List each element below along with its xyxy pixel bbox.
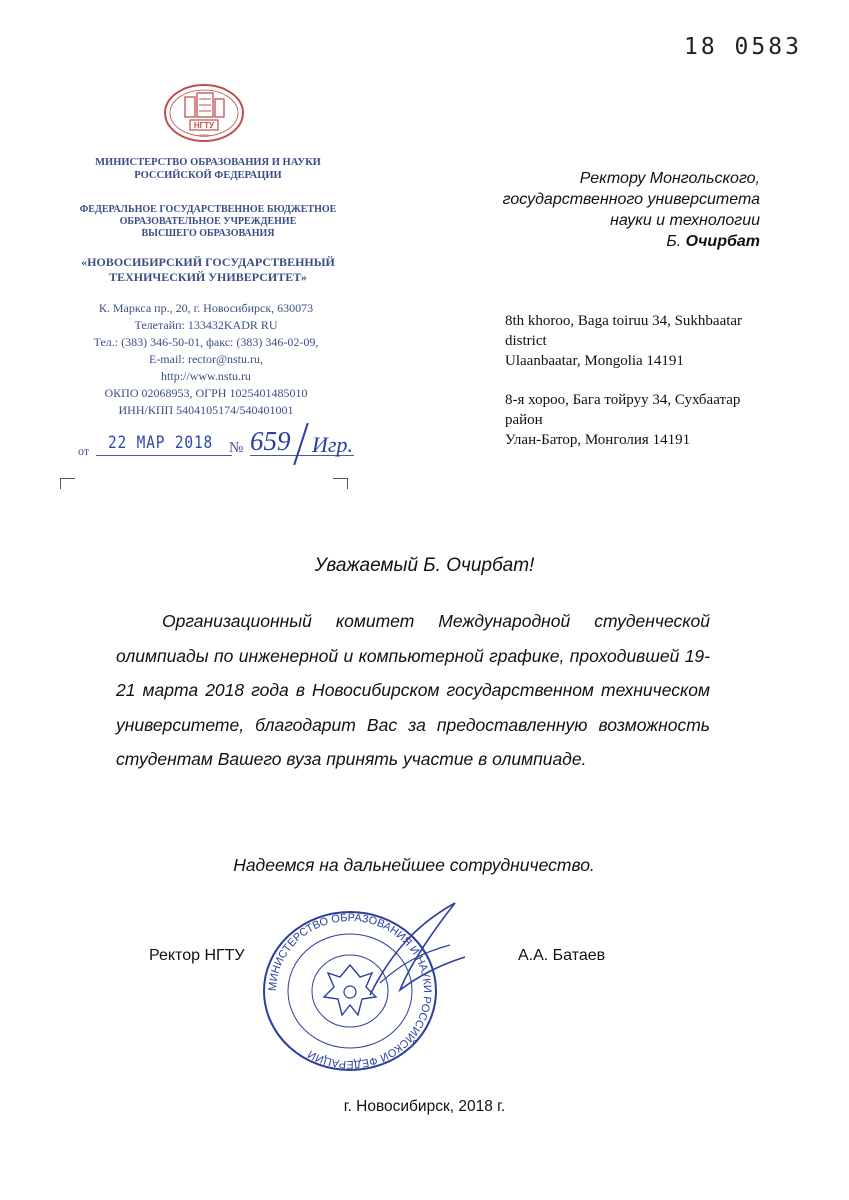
sender-contacts: К. Маркса пр., 20, г. Новосибирск, 630073 Телетайп: 133432KADR RU Тел.: (383) 346-50-01, факс: (383) 346-02-09, E-mail: rector@nstu.ru, http://www.nstu.ru ОКПО 02068953, ОГРН 1025401485010 ИНН/КПП 5404105174/540401001: [93, 301, 319, 417]
address-russian: 8-я хороо, Бага тойруу 34, Сухбаатар район Улан-Батор, Монголия 14191: [505, 392, 741, 448]
letter-body: Организационный комитет Международной студенческой олимпиады по инженерной и компьютерной графике, проходившей 19-21 марта 2018 года в Новосибирском государственном техническом университете, благодарит Вас за предоставленную возможность студентам Вашего вуза принять участие в олимпиаде.: [116, 611, 710, 769]
svg-text:МИНИСТЕРСТВО ОБРАЗОВАНИЯ И НАУ: МИНИСТЕРСТВО ОБРАЗОВАНИЯ И НАУКИ РОССИЙСКОЙ ФЕДЕРАЦИИ: [266, 911, 434, 1071]
addressee-block: Ректору Монгольского, государственного университета науки и технологии Б. Очирбат: [420, 168, 760, 252]
signatory-title: Ректор НГТУ: [149, 947, 245, 964]
place-and-date: г. Новосибирск, 2018 г.: [343, 1098, 506, 1115]
address-corner-left: [60, 478, 75, 489]
university-name: «НОВОСИБИРСКИЙ ГОСУДАРСТВЕННЫЙ ТЕХНИЧЕСКИЙ УНИВЕРСИТЕТ»: [81, 255, 335, 284]
address-english: 8th khoroo, Baga toiruu 34, Sukhbaatar district Ulaanbaatar, Mongolia 14191: [505, 313, 743, 369]
date-prefix: от: [78, 444, 90, 458]
closing-line: Надеемся на дальнейшее сотрудничество.: [233, 855, 595, 875]
addressee-name: Б. Очирбат: [666, 233, 760, 250]
number-slash: [293, 423, 308, 465]
rector-signature: [360, 895, 470, 1005]
institution-type: ФЕДЕРАЛЬНОЕ ГОСУДАРСТВЕННОЕ БЮДЖЕТНОЕ ОБРАЗОВАТЕЛЬНОЕ УЧРЕЖДЕНИЕ ВЫСШЕГО ОБРАЗОВАНИЯ: [79, 204, 337, 239]
university-logo: [163, 83, 245, 143]
outgoing-number: 659: [250, 426, 291, 456]
registration-number: 18 0583: [684, 34, 802, 60]
number-prefix: №: [229, 440, 244, 456]
address-corner-right: [333, 478, 348, 489]
svg-text:НГТУ: НГТУ: [193, 121, 215, 130]
greeting: Уважаемый Б. Очирбат!: [314, 555, 535, 576]
date-stamp: 22 МАР 2018: [108, 433, 214, 453]
svg-text:1950: 1950: [198, 133, 210, 138]
date-underline: [96, 455, 232, 456]
ministry-header: МИНИСТЕРСТВО ОБРАЗОВАНИЯ И НАУКИ РОССИЙСКОЙ ФЕДЕРАЦИИ: [95, 157, 321, 181]
outgoing-number-suffix: Игр.: [312, 432, 353, 457]
signatory-name: А.А. Батаев: [518, 947, 606, 964]
